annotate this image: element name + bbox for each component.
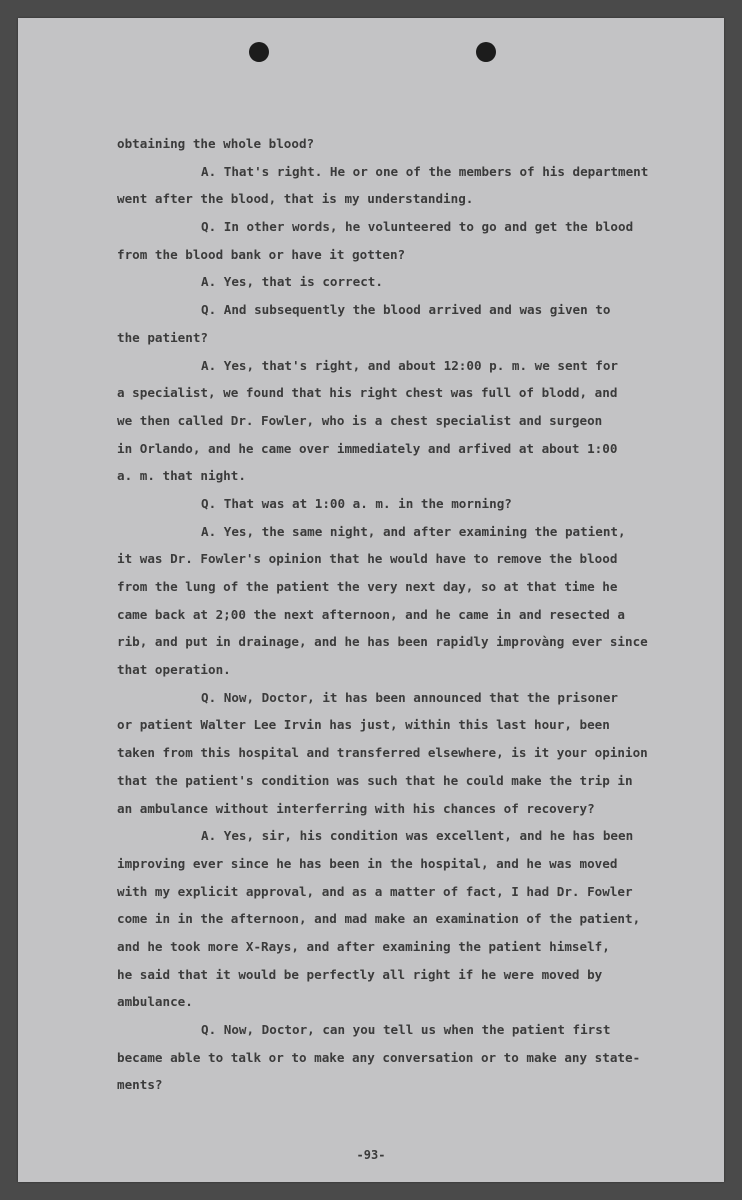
transcript-line: ments? bbox=[117, 1077, 163, 1093]
page-number: -93- bbox=[356, 1148, 386, 1162]
transcript-line: Q. In other words, he volunteered to go and get the blood bbox=[201, 219, 634, 235]
transcript-line: A. Yes, sir, his condition was excellent, and he has been bbox=[201, 828, 634, 844]
transcript-line: from the lung of the patient the very next day, so at that time he bbox=[117, 579, 618, 594]
transcript-line: an ambulance without interferring with his chances of recovery? bbox=[117, 800, 595, 816]
transcript-body bbox=[117, 130, 717, 1099]
transcript-line: or patient Walter Lee Irvin has just, within this last hour, been bbox=[117, 717, 610, 733]
transcript-line: come in in the afternoon, and mad make an examination of the patient, bbox=[117, 911, 641, 927]
transcript-line: the patient? bbox=[117, 329, 208, 345]
transcript-line: from the blood bank or have it gotten? bbox=[117, 246, 406, 262]
transcript-line: in Orlando, and he came over immediately and arfived at about 1:00 bbox=[117, 440, 618, 456]
transcript-line: we then called Dr. Fowler, who is a chest specialist and surgeon bbox=[117, 412, 603, 428]
transcript-line: Q. Now, Doctor, it has been announced that the prisoner bbox=[201, 689, 619, 705]
transcript-line: obtaining the whole blood? bbox=[117, 136, 315, 151]
transcript-line: Q. And subsequently the blood arrived and was given to bbox=[201, 302, 611, 318]
transcript-line: A. That's right. He or one of the members of his department bbox=[201, 163, 649, 179]
transcript-line: Q. That was at 1:00 a. m. in the morning? bbox=[201, 495, 512, 511]
punch-hole-right bbox=[476, 42, 496, 62]
document-page bbox=[18, 18, 724, 1182]
transcript-line: ambulance. bbox=[117, 994, 193, 1010]
transcript-line: it was Dr. Fowler's opinion that he would have to remove the blood bbox=[117, 551, 618, 567]
transcript-line: improving ever since he has been in the hospital, and he was moved bbox=[117, 855, 618, 871]
transcript-line: Q. Now, Doctor, can you tell us when the patient first bbox=[201, 1022, 611, 1037]
transcript-line: and he took more X-Rays, and after examining the patient himself, bbox=[117, 938, 610, 954]
transcript-line: A. Yes, that is correct. bbox=[201, 274, 383, 290]
transcript-line: that operation. bbox=[117, 662, 231, 678]
transcript-line: that the patient's condition was such that he could make the trip in bbox=[117, 772, 633, 788]
transcript-line: A. Yes, the same night, and after examining the patient, bbox=[201, 523, 626, 539]
transcript-line: he said that it would be perfectly all right if he were moved by bbox=[117, 966, 603, 982]
punch-hole-left bbox=[249, 42, 269, 62]
transcript-line: with my explicit approval, and as a matter of fact, I had Dr. Fowler bbox=[117, 883, 633, 899]
transcript-line: came back at 2;00 the next afternoon, and he came in and resected a bbox=[117, 606, 625, 622]
transcript-line: taken from this hospital and transferred elsewhere, is it your opinion bbox=[117, 745, 648, 761]
transcript-line: A. Yes, that's right, and about 12:00 p. m. we sent for bbox=[201, 357, 619, 373]
transcript-line: became able to talk or to make any conversation or to make any state- bbox=[117, 1049, 641, 1065]
transcript-line: went after the blood, that is my understanding. bbox=[117, 191, 474, 207]
transcript-line: a. m. that night. bbox=[117, 468, 246, 484]
transcript-line: rib, and put in drainage, and he has been rapidly improvàng ever since bbox=[117, 634, 648, 650]
transcript-line: a specialist, we found that his right chest was full of blodd, and bbox=[117, 385, 618, 401]
